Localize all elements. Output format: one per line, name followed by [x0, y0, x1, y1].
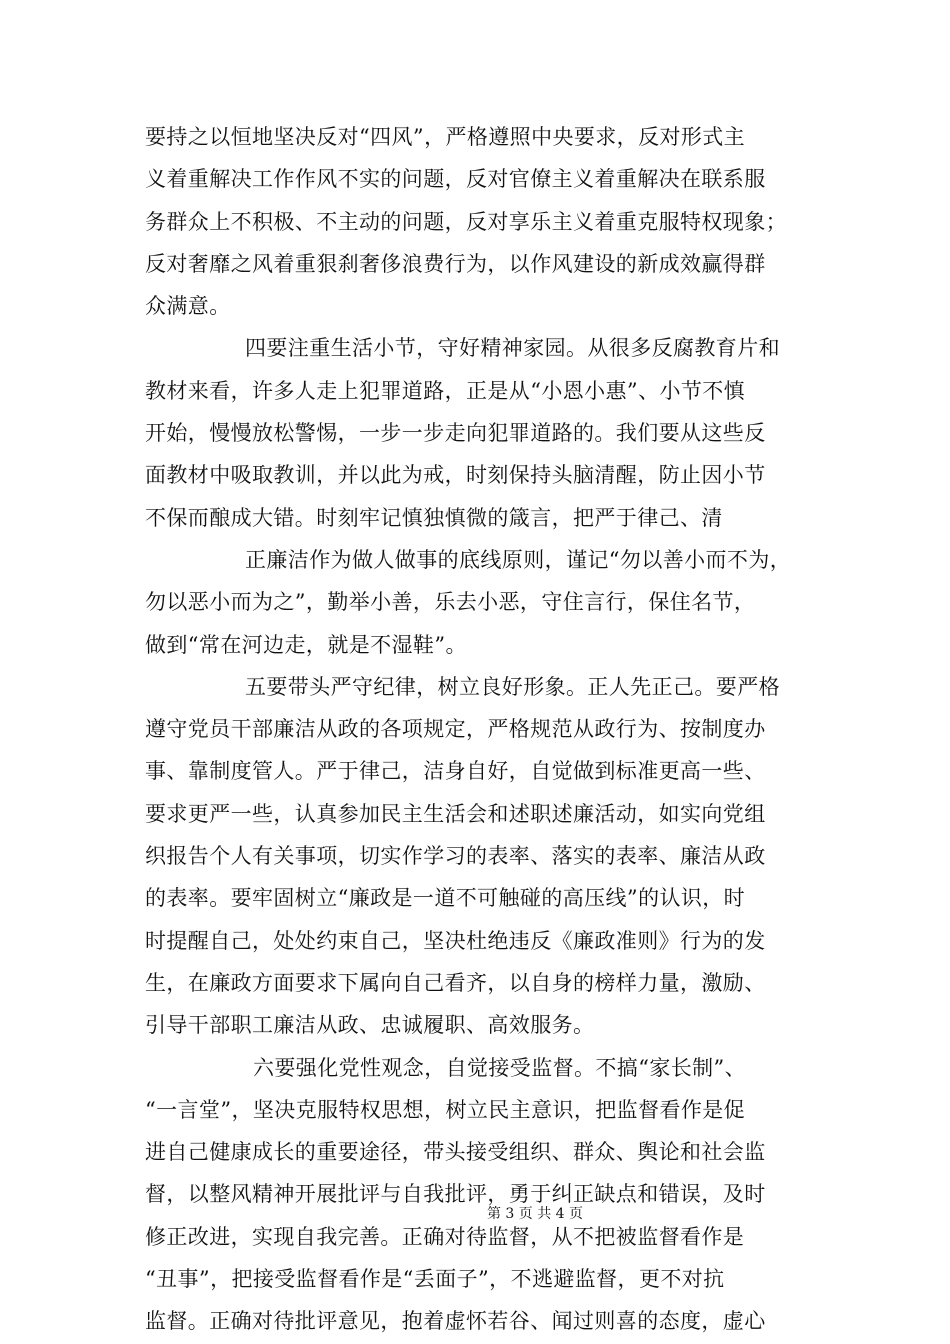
- text-line: “一言堂”，坚决克服特权思想，树立民主意识，把监督看作是促: [145, 1097, 746, 1122]
- text-line: 勿以恶小而为之”，勤举小善，乐去小恶，守住言行，保住名节，: [145, 590, 756, 615]
- page-number-footer: 第 3 页 共 4 页: [486, 1206, 584, 1222]
- text-line: “丑事”，把接受监督看作是“丢面子”，不逃避监督，更不对抗: [145, 1267, 725, 1292]
- text-line: 督，以整风精神开展批评与自我批评，勇于纠正缺点和错误，及时: [145, 1182, 766, 1207]
- text-line: 遵守党员干部廉洁从政的各项规定，严格规范从政行为、按制度办: [145, 717, 766, 742]
- text-line: 事、靠制度管人。严于律己，洁身自好，自觉做到标准更高一些、: [145, 759, 766, 784]
- text-line: 做到“常在河边走，就是不湿鞋”。: [145, 632, 467, 657]
- text-line: 引导干部职工廉洁从政、忠诚履职、高效服务。: [145, 1013, 595, 1038]
- text-line: 不保而酿成大错。时刻牢记慎独慎微的箴言，把严于律己、清: [145, 505, 723, 530]
- text-line: 众满意。: [145, 294, 231, 319]
- text-line: 生，在廉政方面要求下属向自己看齐，以自身的榜样力量，激励、: [145, 970, 766, 995]
- paragraph-heading-line: 四要注重生活小节，守好精神家园。从很多反腐教育片和: [245, 336, 780, 361]
- text-line: 要求更严一些，认真参加民主生活会和述职述廉活动，如实向党组: [145, 801, 766, 826]
- text-line: 教材来看，许多人走上犯罪道路，正是从“小恩小惠”、小节不慎: [145, 378, 746, 403]
- text-line: 反对奢靡之风着重狠刹奢侈浪费行为，以作风建设的新成效赢得群: [145, 251, 766, 276]
- text-line: 监督。正确对待批评意见，抱着虚怀若谷、闻过则喜的态度，虚心: [145, 1309, 766, 1334]
- document-body: [145, 116, 810, 1343]
- text-line: 进自己健康成长的重要途径，带头接受组织、群众、舆论和社会监: [145, 1140, 766, 1165]
- text-line: 义着重解决工作作风不实的问题，反对官僚主义着重解决在联系服: [145, 167, 766, 192]
- text-line: 开始，慢慢放松警惕，一步一步走向犯罪道路的。我们要从这些反: [145, 421, 766, 446]
- paragraph-heading-line: 六要强化党性观念，自觉接受监督。不搞“家长制”、: [253, 1055, 747, 1080]
- text-line: 务群众上不积极、不主动的问题，反对享乐主义着重克服特权现象；: [145, 209, 787, 234]
- text-line: 面教材中吸取教训，并以此为戒，时刻保持头脑清醒，防止因小节: [145, 463, 766, 488]
- text-line: 时提醒自己，处处约束自己，坚决杜绝违反《廉政准则》行为的发: [145, 928, 766, 953]
- paragraph-heading-line: 五要带头严守纪律，树立良好形象。正人先正己。要严格: [245, 674, 780, 699]
- text-line: 织报告个人有关事项，切实作学习的表率、落实的表率、廉洁从政: [145, 844, 766, 869]
- text-line: 修正改进，实现自我完善。正确对待监督，从不把被监督看作是: [145, 1224, 745, 1249]
- text-line: 的表率。要牢固树立“廉政是一道不可触碰的高压线”的认识，时: [145, 886, 746, 911]
- paragraph-continuation-line: 正廉洁作为做人做事的底线原则，谨记“勿以善小而不为，: [245, 547, 792, 572]
- text-line: 要持之以恒地坚决反对“四风”，严格遵照中央要求，反对形式主: [145, 125, 746, 149]
